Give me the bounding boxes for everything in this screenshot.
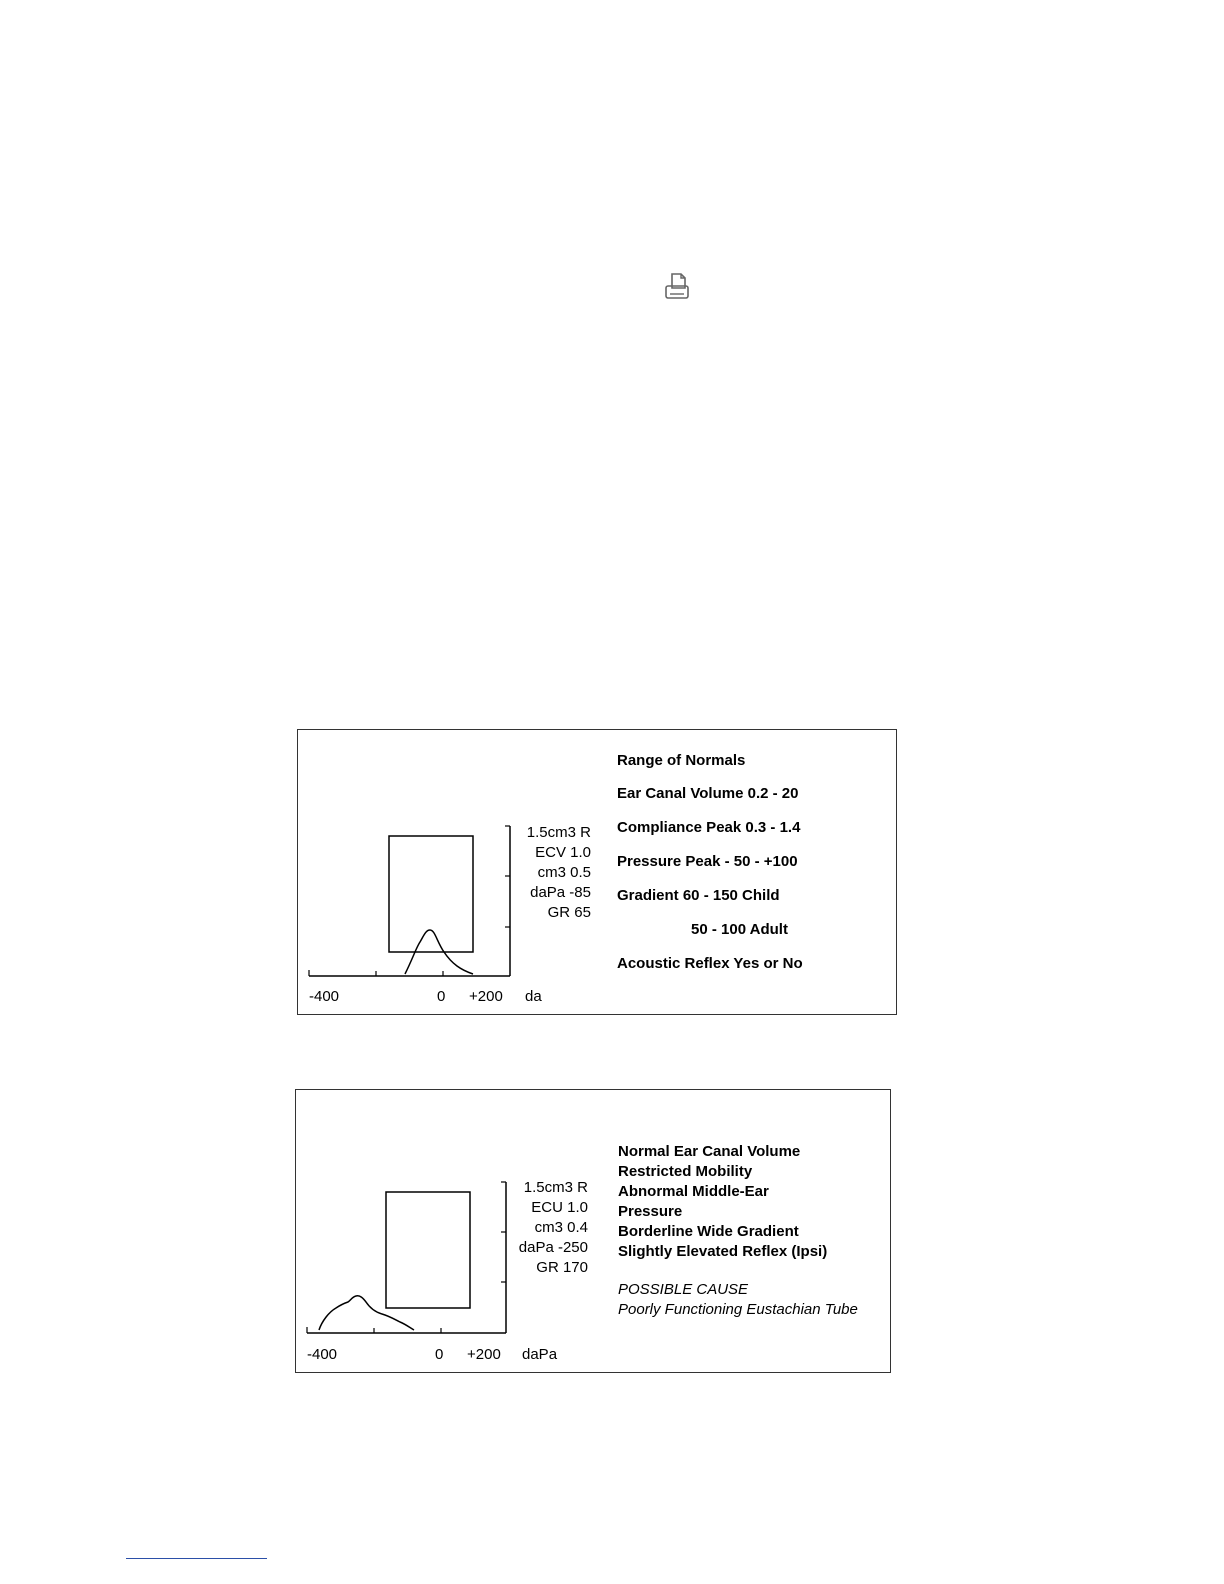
norm-ecv: Ear Canal Volume 0.2 - 20 (617, 785, 799, 802)
x-label-max: +200 (469, 988, 503, 1005)
reading-gradient: GR 65 (547, 904, 591, 921)
print-icon[interactable] (663, 272, 691, 302)
possible-cause-text: Poorly Functioning Eustachian Tube (618, 1301, 858, 1318)
reading-ecu: ECU 1.0 (531, 1199, 588, 1216)
finding-reflex: Slightly Elevated Reflex (Ipsi) (618, 1243, 828, 1260)
finding-ecv: Normal Ear Canal Volume (618, 1143, 801, 1160)
reading-pressure: daPa -250 (518, 1239, 588, 1256)
norm-reflex: Acoustic Reflex Yes or No (617, 955, 803, 972)
reading-gradient: GR 170 (536, 1259, 588, 1276)
finding-mobility: Restricted Mobility (618, 1163, 753, 1180)
x-axis-unit: da (525, 988, 542, 1005)
readings (478, 1178, 588, 1278)
x-label-zero: 0 (435, 1346, 444, 1363)
norms-title: Range of Normals (617, 752, 746, 769)
finding-pressure-cont: Pressure (618, 1203, 683, 1220)
reading-volume: 1.5cm3 R (523, 1179, 588, 1196)
normal-range-box (389, 836, 473, 952)
tympanogram-graph (298, 730, 898, 1016)
x-label-max: +200 (467, 1346, 501, 1363)
finding-gradient: Borderline Wide Gradient (618, 1223, 799, 1240)
readings (481, 823, 591, 923)
reading-ecv: ECV 1.0 (535, 844, 591, 861)
finding-pressure: Abnormal Middle-Ear (618, 1183, 769, 1200)
possible-cause-label: POSSIBLE CAUSE (618, 1281, 749, 1298)
tympanogram-abnormal-panel (295, 1089, 891, 1373)
x-axis-unit: daPa (522, 1346, 558, 1363)
findings (618, 1142, 858, 1320)
reading-compliance: cm3 0.4 (534, 1219, 588, 1236)
footnote-separator (126, 1558, 267, 1559)
reading-pressure: daPa -85 (530, 884, 591, 901)
reading-compliance: cm3 0.5 (537, 864, 591, 881)
x-label-min: -400 (307, 1346, 338, 1363)
norm-gradient-adult: 50 - 100 Adult (691, 921, 788, 938)
x-label-zero: 0 (437, 988, 446, 1005)
norm-pressure: Pressure Peak - 50 - +100 (617, 853, 798, 870)
tympanogram-normal-panel (297, 729, 897, 1015)
normal-range-box (386, 1192, 470, 1308)
reading-volume: 1.5cm3 R (526, 824, 591, 841)
norm-compliance: Compliance Peak 0.3 - 1.4 (617, 819, 801, 836)
tympanogram-curve (319, 1296, 414, 1330)
norm-gradient-child: Gradient 60 - 150 Child (617, 887, 780, 904)
x-label-min: -400 (309, 988, 340, 1005)
